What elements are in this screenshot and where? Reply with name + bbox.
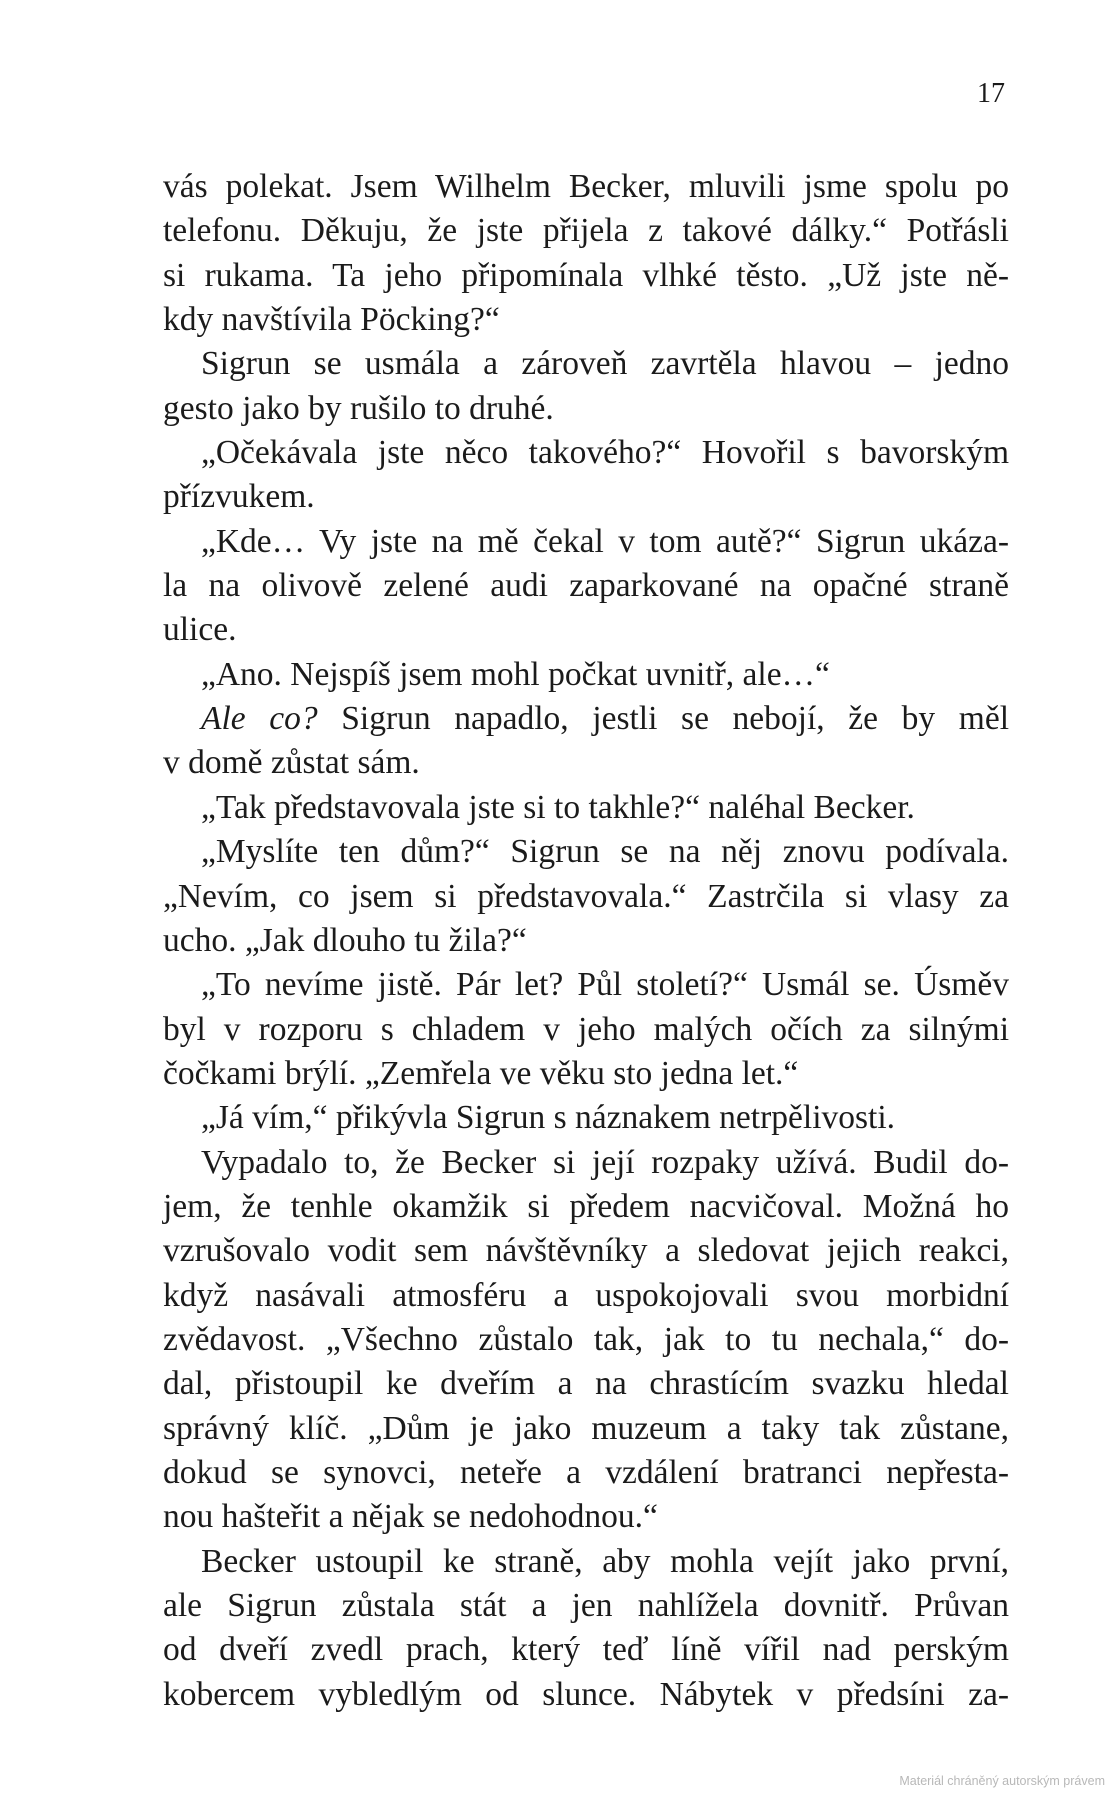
text-line: [163, 1229, 1009, 1273]
text-line: [163, 1451, 1009, 1495]
text-line-content: „Já vím,“ přikývla Sigrun s náznakem netrpělivosti.: [201, 1099, 896, 1137]
text-line: [163, 1052, 1009, 1096]
text-line: [163, 786, 1009, 830]
text-line-content: jem, že tenhle okamžik si předem nacvičoval. Možná ho: [163, 1187, 1009, 1225]
text-line: [163, 165, 1009, 209]
text-line-content: vás polekat. Jsem Wilhelm Becker, mluvili jsme spolu po: [163, 168, 1009, 205]
text-line-content: „To nevíme jistě. Pár let? Půl století?“ Usmál se. Úsměv: [201, 966, 1009, 1004]
text-line-content: telefonu. Děkuju, že jste přijela z takové dálky.“ Potřásli: [163, 212, 1009, 250]
text-line: [163, 1318, 1009, 1362]
text-line-content: přízvukem.: [163, 478, 315, 516]
text-line: [163, 697, 1009, 741]
text-line-content: „Tak představovala jste si to takhle?“ naléhal Becker.: [201, 788, 915, 826]
text-line: [163, 1628, 1009, 1672]
text-line-content: gesto jako by rušilo to druhé.: [163, 389, 554, 427]
text-line-content: „Nevím, co jsem si představovala.“ Zastrčila si vlasy za: [163, 877, 1009, 915]
text-line: [163, 653, 1009, 697]
text-line: [163, 1274, 1009, 1318]
text-line-content: vzrušovalo vodit sem návštěvníky a sledovat jejich reakci,: [163, 1232, 1009, 1270]
text-line-content: když nasávali atmosféru a uspokojovali svou morbidní: [163, 1276, 1009, 1314]
text-line-content: ale Sigrun zůstala stát a jen nahlížela dovnitř. Průvan: [163, 1587, 1009, 1624]
text-line: [163, 963, 1009, 1007]
text-line-content: si rukama. Ta jeho připomínala vlhké těsto. „Už jste ně-: [163, 256, 1009, 294]
text-line: [163, 1185, 1009, 1229]
text-line: [163, 1141, 1009, 1185]
text-line-content: od dveří zvedl prach, který teď líně vířil nad perským: [163, 1631, 1009, 1669]
text-line-content: Sigrun napadlo, jestli se nebojí, že by měl: [317, 700, 1009, 738]
text-line: [163, 919, 1009, 963]
text-line: [163, 1673, 1009, 1717]
text-line-content: nou hašteřit a nějak se nedohodnou.“: [163, 1498, 658, 1536]
page-number: 17: [977, 78, 1005, 109]
text-line-content: „Očekávala jste něco takového?“ Hovořil s bavorským: [201, 434, 1009, 472]
text-line-content: „Myslíte ten dům?“ Sigrun se na něj znovu podívala.: [201, 833, 1009, 871]
body-text: [163, 165, 1009, 1717]
text-line-content: „Ano. Nejspíš jsem mohl počkat uvnitř, ale…“: [201, 655, 830, 693]
text-line-content: la na olivově zelené audi zaparkované na opačné straně: [163, 567, 1009, 605]
text-line-content: Sigrun se usmála a zároveň zavrtěla hlavou – jedno: [201, 345, 1009, 383]
text-line: [163, 431, 1009, 475]
text-line-content: dokud se synovci, neteře a vzdálení bratranci nepřesta-: [163, 1453, 1009, 1491]
text-line-content: zvědavost. „Všechno zůstalo tak, jak to tu nechala,“ do-: [163, 1320, 1009, 1358]
text-line-content: ulice.: [163, 611, 237, 649]
text-line-content: čočkami brýlí. „Zemřela ve věku sto jedna let.“: [163, 1054, 799, 1092]
text-line-content: v domě zůstat sám.: [163, 744, 420, 782]
copyright-watermark: Materiál chráněný autorským právem: [899, 1774, 1105, 1788]
text-line: [163, 1008, 1009, 1052]
text-line: [163, 875, 1009, 919]
text-line: [163, 342, 1009, 386]
text-line-content: kdy navštívila Pöcking?“: [163, 301, 500, 339]
text-line: [163, 1096, 1009, 1140]
text-line: [163, 209, 1009, 253]
text-line: [163, 298, 1009, 342]
text-line-content: správný klíč. „Dům je jako muzeum a taky tak zůstane,: [163, 1409, 1009, 1447]
text-line: [163, 608, 1009, 652]
text-line-content: dal, přistoupil ke dveřím a na chrastícím svazku hledal: [163, 1365, 1009, 1403]
text-line-content: ucho. „Jak dlouho tu žila?“: [163, 921, 527, 959]
text-line: [163, 254, 1009, 298]
text-line: [163, 741, 1009, 785]
text-line: [163, 1362, 1009, 1406]
text-line: [163, 830, 1009, 874]
italic-phrase: Ale co?: [201, 700, 318, 738]
text-line: [163, 1495, 1009, 1539]
text-line: [163, 1584, 1009, 1628]
text-line: [163, 475, 1009, 519]
text-line-content: „Kde… Vy jste na mě čekal v tom autě?“ Sigrun ukáza-: [201, 522, 1009, 560]
text-line-content: byl v rozporu s chladem v jeho malých očích za silnými: [163, 1010, 1009, 1048]
text-line: [163, 1407, 1009, 1451]
text-line-content: Vypadalo to, že Becker si její rozpaky užívá. Budil do-: [201, 1143, 1009, 1181]
text-line-content: Becker ustoupil ke straně, aby mohla vejít jako první,: [201, 1542, 1009, 1580]
text-line: [163, 1540, 1009, 1584]
text-line: [163, 564, 1009, 608]
text-line: [163, 387, 1009, 431]
text-line: [163, 520, 1009, 564]
text-line-content: kobercem vybledlým od slunce. Nábytek v předsíni za-: [163, 1675, 1009, 1713]
